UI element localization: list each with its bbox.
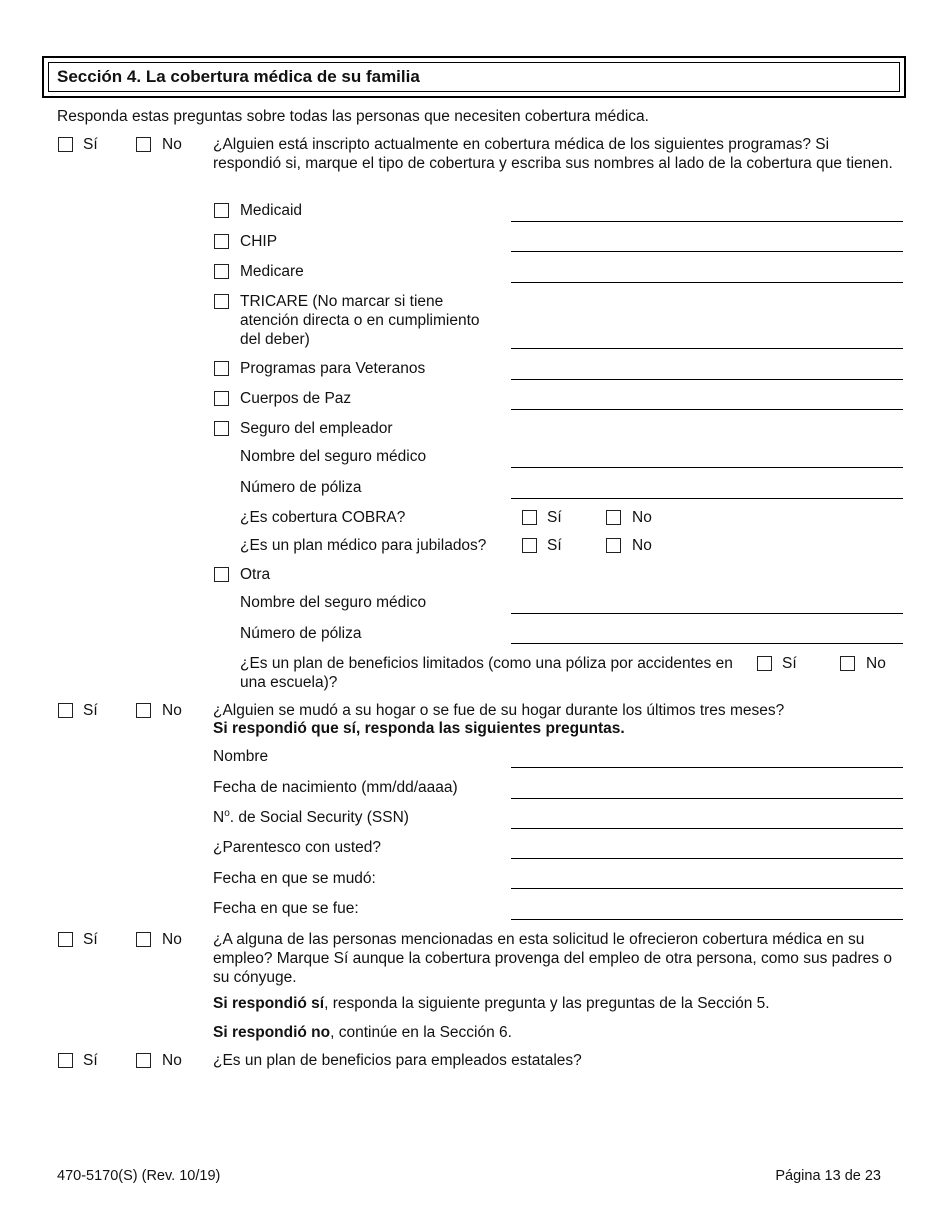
chip-checkbox[interactable] bbox=[214, 234, 229, 249]
q1-no-label: No bbox=[162, 136, 182, 153]
medicaid-checkbox[interactable] bbox=[214, 203, 229, 218]
moved-name-line[interactable] bbox=[511, 767, 903, 768]
medicare-label: Medicare bbox=[240, 263, 304, 280]
veterans-names-line[interactable] bbox=[511, 379, 903, 380]
q1-no-checkbox[interactable] bbox=[136, 137, 151, 152]
other-insurance-name-label: Nombre del seguro médico bbox=[240, 594, 427, 611]
other-policy-number-label: Número de póliza bbox=[240, 625, 362, 642]
moved-relation-line[interactable] bbox=[511, 858, 903, 859]
retiree-no-label: No bbox=[632, 537, 652, 554]
tricare-label: TRICARE (No marcar si tiene atención directa o en cumplimiento del deber) bbox=[240, 293, 480, 348]
moved-in-date-label: Fecha en que se mudó: bbox=[213, 870, 376, 887]
other-checkbox[interactable] bbox=[214, 567, 229, 582]
section-header bbox=[42, 56, 906, 98]
peace-corps-names-line[interactable] bbox=[511, 409, 903, 410]
page-number: Página 13 de 23 bbox=[775, 1168, 881, 1184]
veterans-label: Programas para Veteranos bbox=[240, 360, 426, 377]
moved-out-date-label: Fecha en que se fue: bbox=[213, 900, 359, 917]
q4-yes-label: Sí bbox=[83, 1052, 98, 1069]
veterans-checkbox[interactable] bbox=[214, 361, 229, 376]
retiree-question: ¿Es un plan médico para jubilados? bbox=[240, 537, 487, 554]
chip-label: CHIP bbox=[240, 233, 278, 250]
limited-yes-label: Sí bbox=[782, 655, 797, 672]
q2-no-checkbox[interactable] bbox=[136, 703, 151, 718]
q3-no-checkbox[interactable] bbox=[136, 932, 151, 947]
q2-yes-label: Sí bbox=[83, 702, 98, 719]
employer-policy-number-line[interactable] bbox=[511, 498, 903, 499]
retiree-no-checkbox[interactable] bbox=[606, 538, 621, 553]
limited-no-checkbox[interactable] bbox=[840, 656, 855, 671]
section-title: Sección 4. La cobertura médica de su familia bbox=[48, 62, 900, 92]
q4-yes-checkbox[interactable] bbox=[58, 1053, 73, 1068]
q4-no-checkbox[interactable] bbox=[136, 1053, 151, 1068]
q4-question: ¿Es un plan de beneficios para empleados estatales? bbox=[213, 1052, 582, 1069]
cobra-yes-label: Sí bbox=[547, 509, 562, 526]
moved-in-date-line[interactable] bbox=[511, 888, 903, 889]
moved-out-date-line[interactable] bbox=[511, 919, 903, 920]
q3-if-no-instruction: Si respondió no, continúe en la Sección 6. bbox=[213, 1024, 512, 1041]
employer-label: Seguro del empleador bbox=[240, 420, 393, 437]
cobra-no-label: No bbox=[632, 509, 652, 526]
q4-no-label: No bbox=[162, 1052, 182, 1069]
moved-name-label: Nombre bbox=[213, 748, 269, 765]
other-insurance-name-line[interactable] bbox=[511, 613, 903, 614]
medicare-checkbox[interactable] bbox=[214, 264, 229, 279]
q1-yes-label: Sí bbox=[83, 136, 98, 153]
employer-insurance-name-label: Nombre del seguro médico bbox=[240, 448, 427, 465]
retiree-yes-label: Sí bbox=[547, 537, 562, 554]
employer-policy-number-label: Número de póliza bbox=[240, 479, 362, 496]
moved-dob-label: Fecha de nacimiento (mm/dd/aaaa) bbox=[213, 779, 458, 796]
moved-relation-label: ¿Parentesco con usted? bbox=[213, 839, 382, 856]
retiree-yes-checkbox[interactable] bbox=[522, 538, 537, 553]
employer-insurance-name-line[interactable] bbox=[511, 467, 903, 468]
moved-ssn-label: $N^o$. de Social Security (SSN) bbox=[213, 807, 409, 826]
q3-yes-label: Sí bbox=[83, 931, 98, 948]
moved-dob-line[interactable] bbox=[511, 798, 903, 799]
q2-question: ¿Alguien se mudó a su hogar o se fue de su hogar durante los últimos tres meses? bbox=[213, 702, 785, 719]
medicaid-names-line[interactable] bbox=[511, 221, 903, 222]
q2-no-label: No bbox=[162, 702, 182, 719]
tricare-checkbox[interactable] bbox=[214, 294, 229, 309]
other-label: Otra bbox=[240, 566, 271, 583]
other-policy-number-line[interactable] bbox=[511, 643, 903, 644]
cobra-yes-checkbox[interactable] bbox=[522, 510, 537, 525]
q3-if-yes-instruction: Si respondió sí, responda la siguiente pregunta y las preguntas de la Sección 5. bbox=[213, 995, 770, 1012]
peace-corps-checkbox[interactable] bbox=[214, 391, 229, 406]
limited-no-label: No bbox=[866, 655, 886, 672]
q2-instruction: Si respondió que sí, responda las siguientes preguntas. bbox=[213, 720, 625, 737]
peace-corps-label: Cuerpos de Paz bbox=[240, 390, 352, 407]
tricare-names-line[interactable] bbox=[511, 348, 903, 349]
limited-yes-checkbox[interactable] bbox=[757, 656, 772, 671]
q3-yes-checkbox[interactable] bbox=[58, 932, 73, 947]
q2-yes-checkbox[interactable] bbox=[58, 703, 73, 718]
q3-no-label: No bbox=[162, 931, 182, 948]
q1-yes-checkbox[interactable] bbox=[58, 137, 73, 152]
intro-text: Responda estas preguntas sobre todas las personas que necesiten cobertura médica. bbox=[57, 108, 649, 125]
q1-question: ¿Alguien está inscripto actualmente en cobertura médica de los siguientes programas? Si respondió si, marque el tipo de cobertura y escriba sus nombres al lado de la cobertura que tienen. bbox=[213, 136, 893, 172]
chip-names-line[interactable] bbox=[511, 251, 903, 252]
q3-question: ¿A alguna de las personas mencionadas en esta solicitud le ofrecieron cobertura médica en su empleo? Marque Sí aunque la cobertura provenga del empleo de otra persona, como sus padres o su cónyuge. bbox=[213, 931, 892, 986]
medicaid-label: Medicaid bbox=[240, 202, 303, 219]
medicare-names-line[interactable] bbox=[511, 282, 903, 283]
form-number: 470-5170(S) (Rev. 10/19) bbox=[57, 1168, 221, 1184]
moved-ssn-line[interactable] bbox=[511, 828, 903, 829]
cobra-no-checkbox[interactable] bbox=[606, 510, 621, 525]
cobra-question: ¿Es cobertura COBRA? bbox=[240, 509, 406, 526]
employer-checkbox[interactable] bbox=[214, 421, 229, 436]
limited-benefits-question: ¿Es un plan de beneficios limitados (como una póliza por accidentes en una escuela)? bbox=[240, 655, 733, 691]
